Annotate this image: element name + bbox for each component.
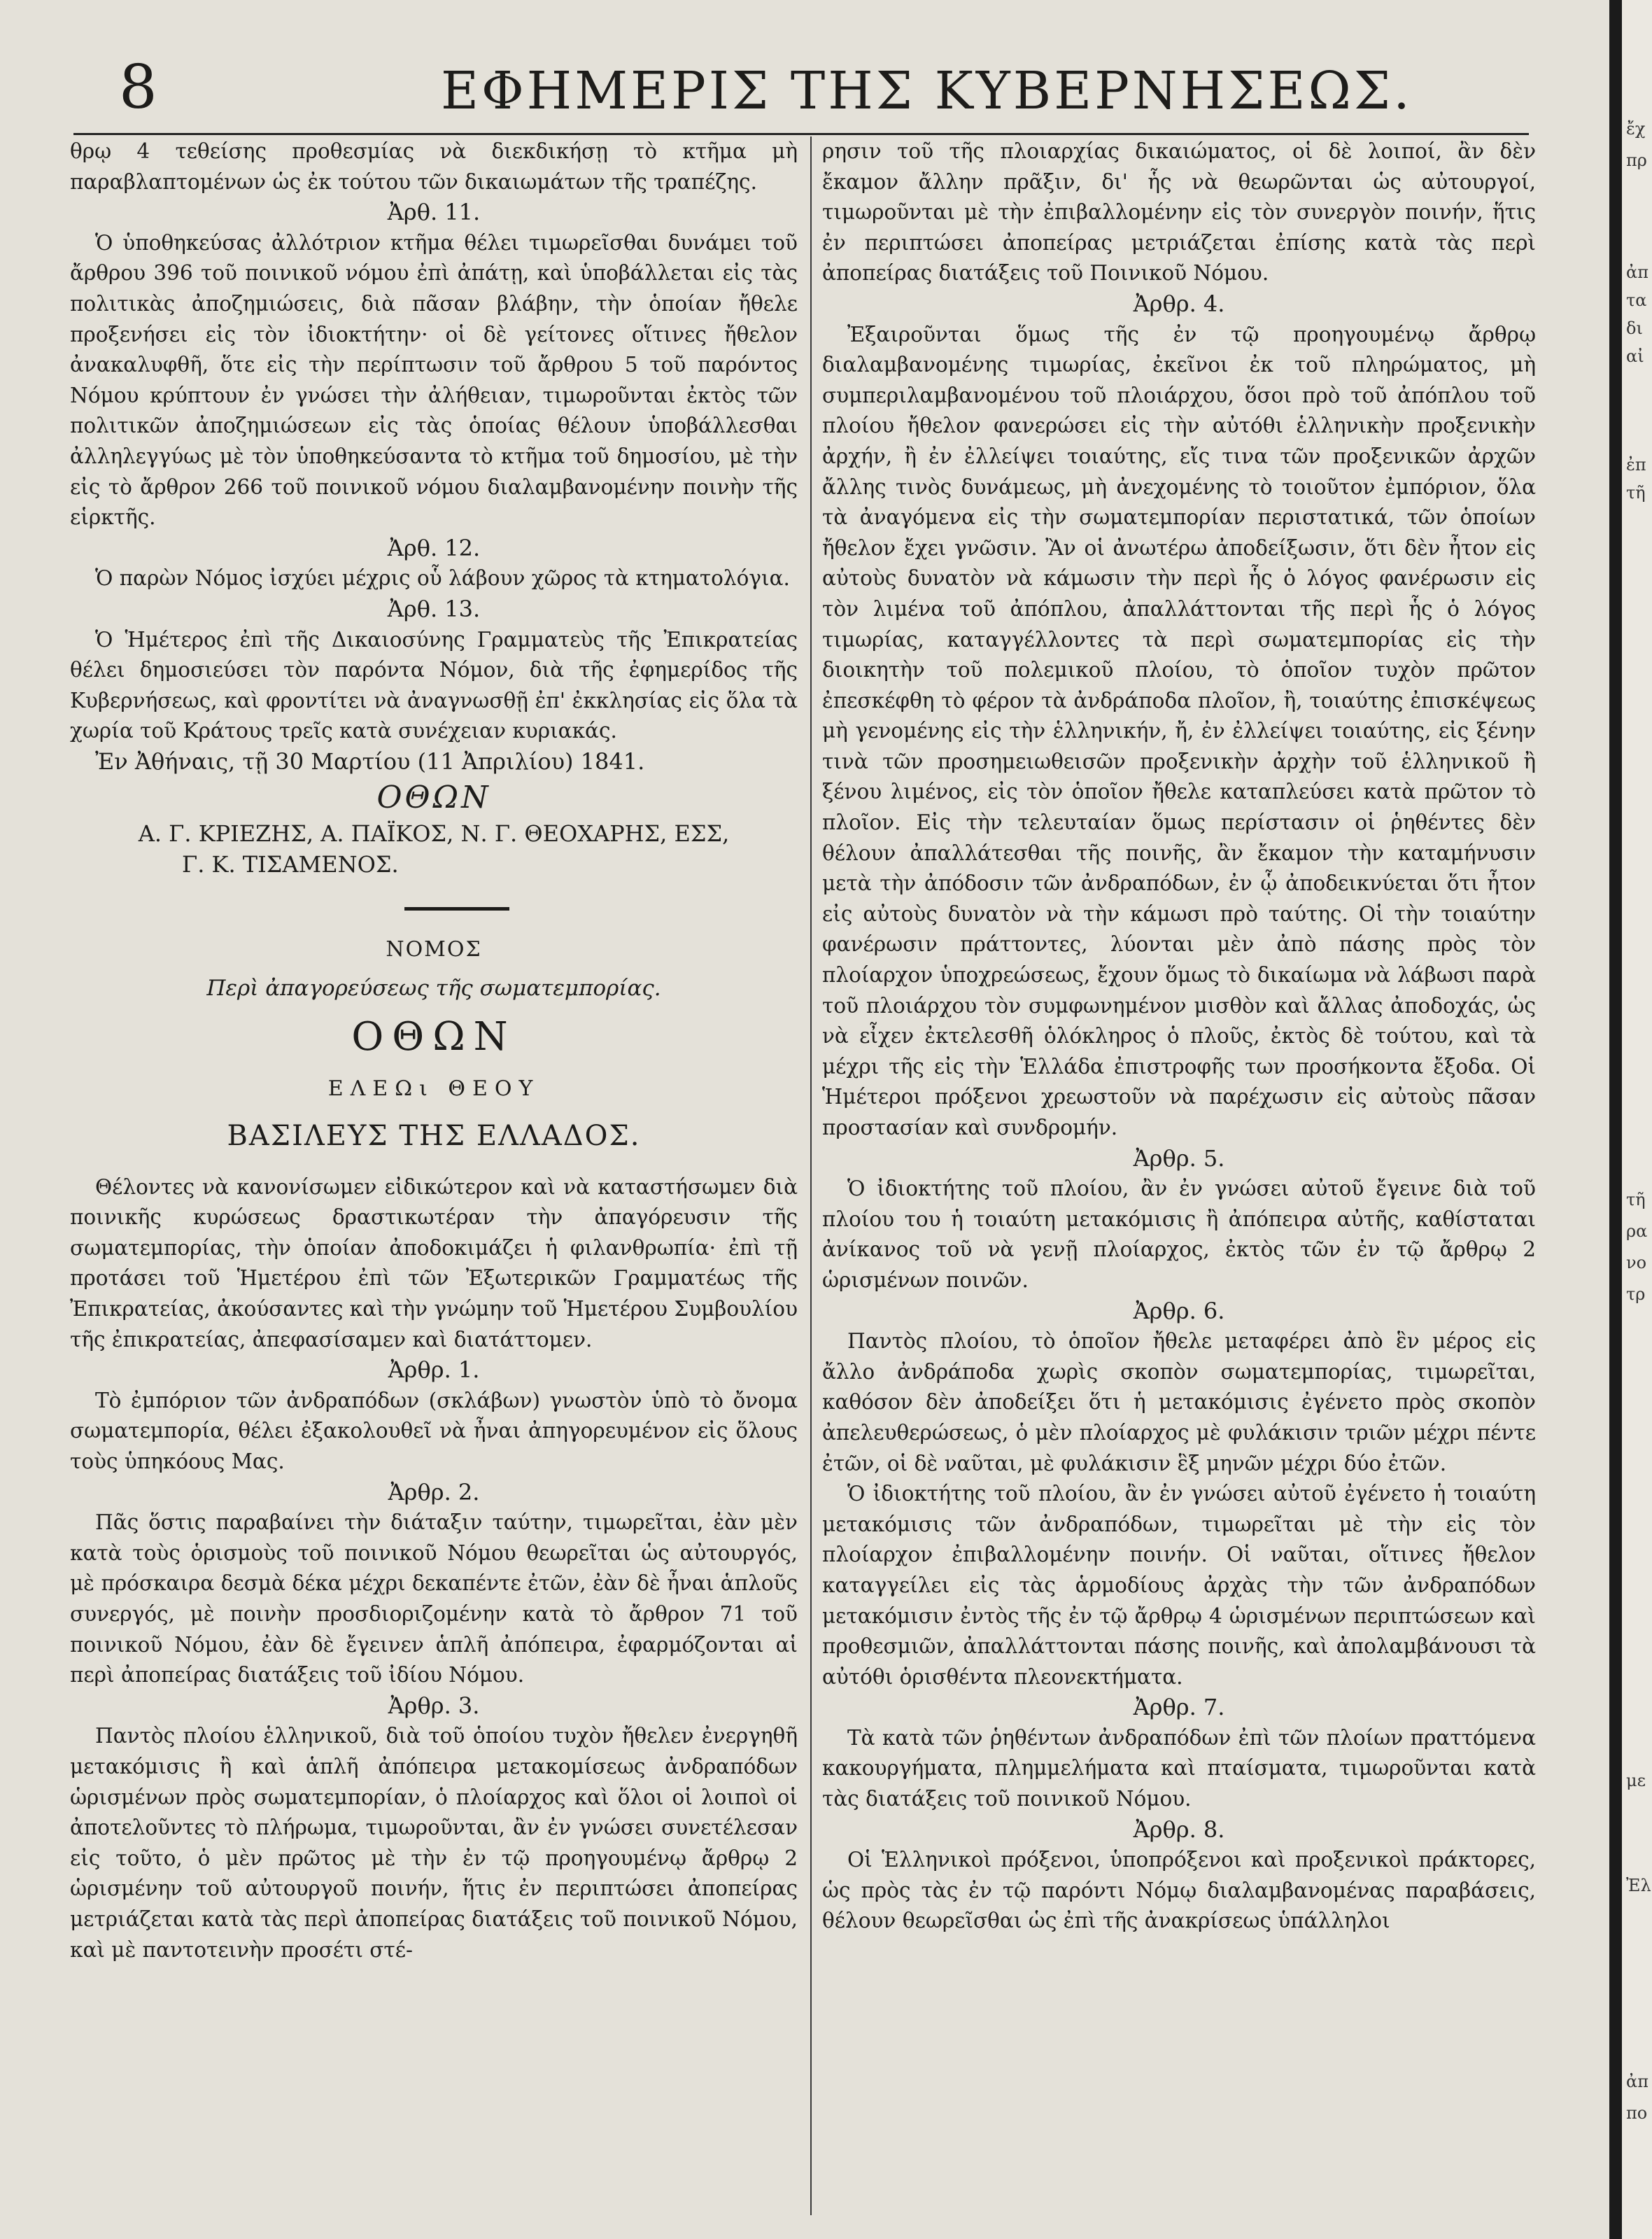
page-number: 8	[119, 52, 157, 122]
article-heading: Ἀρθρ. 5.	[1133, 1144, 1225, 1172]
paragraph: Ὁ ἰδιοκτήτης τοῦ πλοίου, ἂν ἐν γνώσει αὐτοῦ ἔγεινε διὰ τοῦ πλοίου του ἡ τοιαύτη μετακόμισις ἢ ἀπόπειρα αὐτῆς, καθίσταται ἀνίκανος τοῦ νὰ γενῇ πλοίαρχος, ἐκτὸς τῶν ἐν τῷ ἄρθρῳ 2 ὡρισμένων ποινῶν.	[822, 1177, 1536, 1292]
paragraph: Παντὸς πλοίου ἑλληνικοῦ, διὰ τοῦ ὁποίου τυχὸν ἤθελεν ἐνεργηθῆ μετακόμισις ἢ καὶ ἁπλῆ ἀπόπειρα μετακομίσεως ἀνδραπόδων ὡρισμένων πρὸς σωματεμπορίαν, ὁ πλοίαρχος καὶ ὅλοι οἱ λοιποὶ οἱ ἀποτελοῦντες τὸ πλήρωμα, τιμωροῦνται, ἂν ἐν γνώσει συνετέλεσαν εἰς τοῦτο, ὁ μὲν πρῶτος μὲ τὴν ἐν τῷ προηγουμένῳ ἄρθρῳ 2 ὡρισμένην τοῦ αὐτουργοῦ ποινήν, ἥτις ἐν περιπτώσει ἀποπείρας μετριάζεται κατὰ τὰς περὶ ἀποπείρας διατάξεις τοῦ ποινικοῦ Νόμου, καὶ μὲ παντοτεινὴν προσέτι στέ-	[70, 1724, 798, 1962]
article-heading: Ἀρθρ. 8.	[1133, 1816, 1225, 1843]
preamble: Θέλοντες νὰ κανονίσωμεν εἰδικώτερον καὶ νὰ καταστήσωμεν διὰ ποινικῆς κυρώσεως δραστικωτέραν τὴν ἀπαγόρευσιν τῆς σωματεμπορίας, τὴν ὁποίαν ἀποδοκιμάζει ἡ φιλανθρωπία· ἐπὶ τῇ προτάσει τοῦ Ἡμετέρου ἐπὶ τῶν Ἐξωτερικῶν Γραμματέως τῆς Ἐπικρατείας, ἀκούσαντες καὶ τὴν γνώμην τοῦ Ἡμετέρου Συμβουλίου τῆς ἐπικρατείας, ἀπεφασίσαμεν καὶ διατάττομεν.	[70, 1174, 798, 1352]
law-subtitle: Περὶ ἀπαγορεύσεως τῆς σωματεμπορίας.	[206, 975, 661, 1001]
left-column	[70, 136, 798, 1965]
king-signature: ΟΘΩΝ	[376, 780, 491, 816]
edge-fragment: ρα	[1626, 1221, 1648, 1241]
edge-fragment: τῆ	[1626, 1190, 1646, 1209]
edge-fragment: ἀπ	[1626, 262, 1649, 282]
law-title: ΝΟΜΟΣ	[386, 936, 482, 962]
by-grace-of-god: ΕΛΕΩι ΘΕΟΥ	[327, 1076, 540, 1101]
edge-fragment: ἀπ	[1626, 2072, 1649, 2091]
masthead-title: ΕΦΗΜΕΡΙΣ ΤΗΣ ΚΥΒΕΡΝΗΣΕΩΣ.	[441, 61, 1413, 121]
edge-fragment: με	[1626, 1771, 1646, 1790]
minister-signatures: Γ. Κ. ΤΙΣΑΜΕΝΟΣ.	[182, 851, 399, 878]
paragraph-continued: ρησιν τοῦ τῆς πλοιαρχίας δικαιώματος, οἱ δὲ λοιποί, ἂν δὲν ἔκαμον ἄλλην πρᾶξιν, δι' ἧς νὰ θεωρῶνται ὡς αὐτουργοί, τιμωροῦνται μὲ τὴν ἐπιβαλλομένην εἰς τὸν συνεργὸν ποινήν, ἥτις ἐν περιπτώσει ἀποπείρας μετριάζεται ἐπίσης κατὰ τὰς περὶ ἀποπείρας διατάξεις τοῦ Ποινικοῦ Νόμου.	[822, 139, 1536, 286]
edge-fragment: πο	[1626, 2103, 1648, 2123]
paragraph: Ὁ Ἡμέτερος ἐπὶ τῆς Δικαιοσύνης Γραμματεὺς τῆς Ἐπικρατείας θέλει δημοσιεύσει τὸν παρόντα Νόμον, διὰ τῆς ἐφημερίδος τῆς Κυβερνήσεως, καὶ φροντίτει νὰ ἀναγνωσθῇ ἐπ' ἐκκλησίας εἰς ὅλα τὰ χωρία τοῦ Κράτους τρεῖς κατὰ συνέχειαν κυριακάς.	[70, 627, 798, 743]
article-heading: Ἀρθρ. 7.	[1133, 1694, 1225, 1721]
column-divider	[810, 136, 812, 2215]
edge-fragment: τρ	[1626, 1284, 1646, 1304]
article-heading: Ἀρθρ. 3.	[388, 1692, 480, 1719]
paragraph: Τὸ ἐμπόριον τῶν ἀνδραπόδων (σκλάβων) γνωστὸν ὑπὸ τὸ ὄνομα σωματεμπορία, θέλει ἐξακολουθεῖ νὰ ἦναι ἀπηγορευμένον εἰς ὅλους τοὺς ὑπηκόους Μας.	[70, 1388, 798, 1473]
paragraph: Ἐξαιροῦνται ὅμως τῆς ἐν τῷ προηγουμένῳ ἄρθρῳ διαλαμβανομένης τιμωρίας, ἐκεῖνοι ἐκ τοῦ πληρώματος, μὴ συμπεριλαμβανομένου τοῦ πλοιάρχου, ὅσοι πρὸ τοῦ ἀπόπλου τοῦ πλοίου ἤθελον φανερώσει εἰς τὴν αὐτόθι ἑλληνικὴν προξενικὴν ἀρχήν, ἢ ἐν ἐλλείψει τοιαύτης, εἴς τινα τῶν προξενικῶν ἀρχῶν ἄλλης τινὸς δυνάμεως, μὴ ἀνεχομένης τὸ τοιοῦτον ἐμπόριον, ὅλα τὰ ἀναγόμενα εἰς τὴν σωματεμπορίαν περιστατικά, τῶν ὁποίων ἤθελον ἔχει γνῶσιν. Ἂν οἱ ἀνωτέρω ἀποδείξωσιν, ὅτι δὲν ἦτον εἰς αὐτοὺς δυνατὸν νὰ κάμωσιν τὴν περὶ ἧς ὁ λόγος φανέρωσιν εἰς τὸν λιμένα τοῦ ἀπόπλου, ἀπαλλάττονται τῆς περὶ ἧς ὁ λόγος τιμωρίας, καταγγέλλοντες τὰ περὶ σωματεμπορίας εἰς τὴν διοικητὴν τοῦ πολεμικοῦ πλοίου, τὸ ὁποῖον τυχὸν πρῶτον ἐπεσκέφθη τὸ φέρον τὰ ἀνδράποδα πλοῖον, ἢ, τοιαύτης ἐπισκέψεως μὴ γενομένης εἰς τὴν ἑλληνικήν, ἤ, ἐν ἐλλείψει τοιαύτης, εἰς ξένην τινὰ τῶν προσημειωθεισῶν προξενικὴν ἀρχὴν τοῦ ἑλληνικοῦ ἢ ξένου λιμένος, εἰς τὸν ὁποῖον ἤθελε καταπλεύσει κατὰ πρῶτον τὸ πλοῖον. Εἰς τὴν τελευταίαν ὅμως περίστασιν οἱ ῥηθέντες δὲν θέλουν ἀπαλλάτεσθαι τῆς ποινῆς, ἂν ἔκαμον τὴν καταμήνυσιν μετὰ τὴν ἀπόδοσιν τῶν ἀνδραπόδων, ἐν ᾧ ἀποδεικνύεται ὅτι ἦτον εἰς αὐτοὺς δυνατὸν νὰ τὴν κάμωσι πρὸ ταύτης. Οἱ τὴν τοιαύτην φανέρωσιν πράττοντες, λύονται μὲν ἀπὸ πάσης πρὸς τὸν πλοίαρχον ὑποχρεώσεως, ἔχουν ὅμως τὸ δικαίωμα νὰ λάβωσι παρὰ τοῦ πλοιάρχου τὸν συμφωνημένον μισθὸν καὶ ἄλλας ἀποδοχάς, ὡς νὰ εἶχεν ἐκτελεσθῆ ὁλόκληρος ὁ πλοῦς, ἐκτὸς δὲ τούτου, καὶ τὰ μέχρι τῆς εἰς τὴν Ἑλλάδα ἐπιστροφῆς των προσήκοντα ἔξοδα. Οἱ Ἡμέτεροι πρόξενοι χρεωστοῦν νὰ παρέχωσιν εἰς αὐτοὺς πᾶσαν προστασίαν καὶ συνδρομήν.	[822, 322, 1536, 1139]
paragraph: Ὁ ἰδιοκτήτης τοῦ πλοίου, ἂν ἐν γνώσει αὐτοῦ ἐγένετο ἡ τοιαύτη μετακόμισις τῶν ἀνδραπόδων, τιμωρεῖται μὲ τὴν εἰς τὸν πλοίαρχον ἐπιβαλλομένην ποινήν. Οἱ ναῦται, οἵτινες ἤθελον καταγγείλει εἰς τὰς ἁρμοδίους ἀρχὰς τὴν τῶν ἀνδραπόδων μετακόμισιν ἐντὸς τῆς ἐν τῷ ἄρθρῳ 4 ὡρισμένων περιπτώσεων καὶ προθεσμιῶν, ἀπαλλάττονται πάσης ποινῆς, καὶ ἀπολαμβάνουσι τὰ αὐτόθι ὁρισθέντα πλεονεκτήματα.	[822, 1482, 1536, 1689]
edge-fragment: ἔχ	[1626, 119, 1646, 139]
paragraph: Ὁ παρὼν Νόμος ἰσχύει μέχρις οὗ λάβουν χῶρος τὰ κτηματολόγια.	[95, 566, 790, 591]
edge-fragment: τῆ	[1626, 483, 1646, 503]
edge-fragment: ἐπ	[1626, 455, 1646, 475]
article-heading: Ἀρθρ. 6.	[1133, 1297, 1225, 1324]
edge-fragment: Ἐλ	[1626, 1876, 1651, 1895]
king-name-heading: ΟΘΩΝ	[351, 1013, 516, 1060]
king-title: ΒΑΣΙΛΕΥΣ ΤΗΣ ΕΛΛΑΔΟΣ.	[227, 1119, 641, 1152]
paragraph-continued: θρῳ 4 τεθείσης προθεσμίας νὰ διεκδικήσῃ τὸ κτῆμα μὴ παραβλαπτομένων ὡς ἐκ τούτου τῶν δικαιωμάτων τῆς τραπέζης.	[70, 139, 798, 194]
article-heading: Ἀρθρ. 2.	[388, 1478, 480, 1505]
paragraph: Οἱ Ἑλληνικοὶ πρόξενοι, ὑποπρόξενοι καὶ προξενικοὶ πράκτορες, ὡς πρὸς τὰς ἐν τῷ παρόντι Νόμῳ διαλαμβανομένας παραβάσεις, θέλουν θεωρεῖσθαι ὡς ἐπὶ τῆς ἀνακρίσεως ὑπάλληλοι	[822, 1848, 1536, 1933]
header-rule	[73, 133, 1529, 135]
page-header	[119, 49, 1518, 133]
edge-fragment: πρ	[1626, 150, 1647, 170]
article-heading: Ἀρθρ. 1.	[388, 1356, 480, 1384]
right-column	[822, 136, 1536, 1937]
date-line: Ἐν Ἀθήναις, τῇ 30 Μαρτίου (11 Ἀπριλίου) 1841.	[95, 747, 645, 775]
article-heading: Ἀρθ. 11.	[387, 199, 481, 226]
edge-fragment: τα	[1626, 290, 1647, 310]
paragraph: Παντὸς πλοίου, τὸ ὁποῖον ἤθελε μεταφέρει ἀπὸ ἓν μέρος εἰς ἄλλο ἀνδράποδα χωρὶς σκοπὸν σωματεμπορίας, τιμωρεῖται, καθόσον δὲν ἀποδείξει ὅτι ἡ μετακόμισις ἐγένετο πρὸς σκοπὸν ἀπελευθερώσεως, ὁ μὲν πλοίαρχος μὲ φυλάκισιν τριῶν μέχρι πέντε ἐτῶν, οἱ δὲ ναῦται, μὲ φυλάκισιν ἓξ μηνῶν μέχρι δύο ἐτῶν.	[822, 1329, 1536, 1475]
article-heading: Ἀρθ. 12.	[387, 534, 481, 561]
edge-fragment: νο	[1626, 1253, 1647, 1272]
edge-fragment: δι	[1626, 318, 1643, 338]
paragraph: Τὰ κατὰ τῶν ῥηθέντων ἀνδραπόδων ἐπὶ τῶν πλοίων πραττόμενα κακουργήματα, πλημμελήματα καὶ πταίσματα, τιμωροῦνται κατὰ τὰς διατάξεις τοῦ ποινικοῦ Νόμου.	[822, 1725, 1536, 1811]
paragraph: Ὁ ὑποθηκεύσας ἀλλότριον κτῆμα θέλει τιμωρεῖσθαι δυνάμει τοῦ ἄρθρου 396 τοῦ ποινικοῦ νόμου ἐπὶ ἀπάτῃ, καὶ ὑποβάλλεται εἰς τὰς πολιτικὰς ἀποζημιώσεις, διὰ πᾶσαν βλάβην, τὴν ὁποίαν ἤθελε προξενήσει εἰς τὸν ἰδιοκτήτην· οἱ δὲ γείτονες οἵτινες ἤθελον ἀνακαλυφθῆ, ὅτε εἰς τὴν περίπτωσιν τοῦ ἄρθρου 5 τοῦ παρόντος Νόμου κρύπτουν ἐν γνώσει τὴν ἀλήθειαν, τιμωροῦνται ἐκτὸς τῶν πολιτικῶν ἀποζημιώσεων εἰς τὰς ὁποίας θέλουν ὑποβάλλεσθαι ἀλληλεγγύως μὲ τὸν ὑποθηκεύσαντα τὸ κτῆμα τοῦ δημοσίου, μὲ τὴν εἰς τὸ ἄρθρον 266 τοῦ ποινικοῦ νόμου διαλαμβανομένην ποινὴν τῆς εἱρκτῆς.	[70, 230, 798, 530]
book-gutter	[1609, 0, 1622, 2239]
article-heading: Ἀρθρ. 4.	[1133, 290, 1225, 317]
minister-signatures: Α. Γ. ΚΡΙΕΖΗΣ, Α. ΠΑΪΚΟΣ, Ν. Γ. ΘΕΟΧΑΡΗΣ, ΕΣΣ,	[138, 820, 730, 848]
next-page-edge	[1622, 0, 1652, 2239]
section-separator	[404, 907, 509, 911]
edge-fragment: αἰ	[1626, 346, 1644, 366]
article-heading: Ἀρθ. 13.	[387, 595, 481, 622]
paragraph: Πᾶς ὅστις παραβαίνει τὴν διάταξιν ταύτην, τιμωρεῖται, ἐὰν μὲν κατὰ τοὺς ὁρισμοὺς τοῦ ποινικοῦ Νόμου θεωρεῖται ὡς αὐτουργός, μὲ πρόσκαιρα δεσμὰ δέκα μέχρι δεκαπέντε ἐτῶν, ἐὰν δὲ ἦναι ἁπλοῦς συνεργός, μὲ ποινὴν προσδιοριζομένην κατὰ τὸ ἄρθρον 71 τοῦ ποινικοῦ Νόμου, ἐὰν δὲ ἔγεινεν ἁπλῆ ἀπόπειρα, ἐφαρμόζονται αἱ περὶ ἀποπείρας διατάξεις τοῦ ἰδίου Νόμου.	[70, 1510, 798, 1687]
